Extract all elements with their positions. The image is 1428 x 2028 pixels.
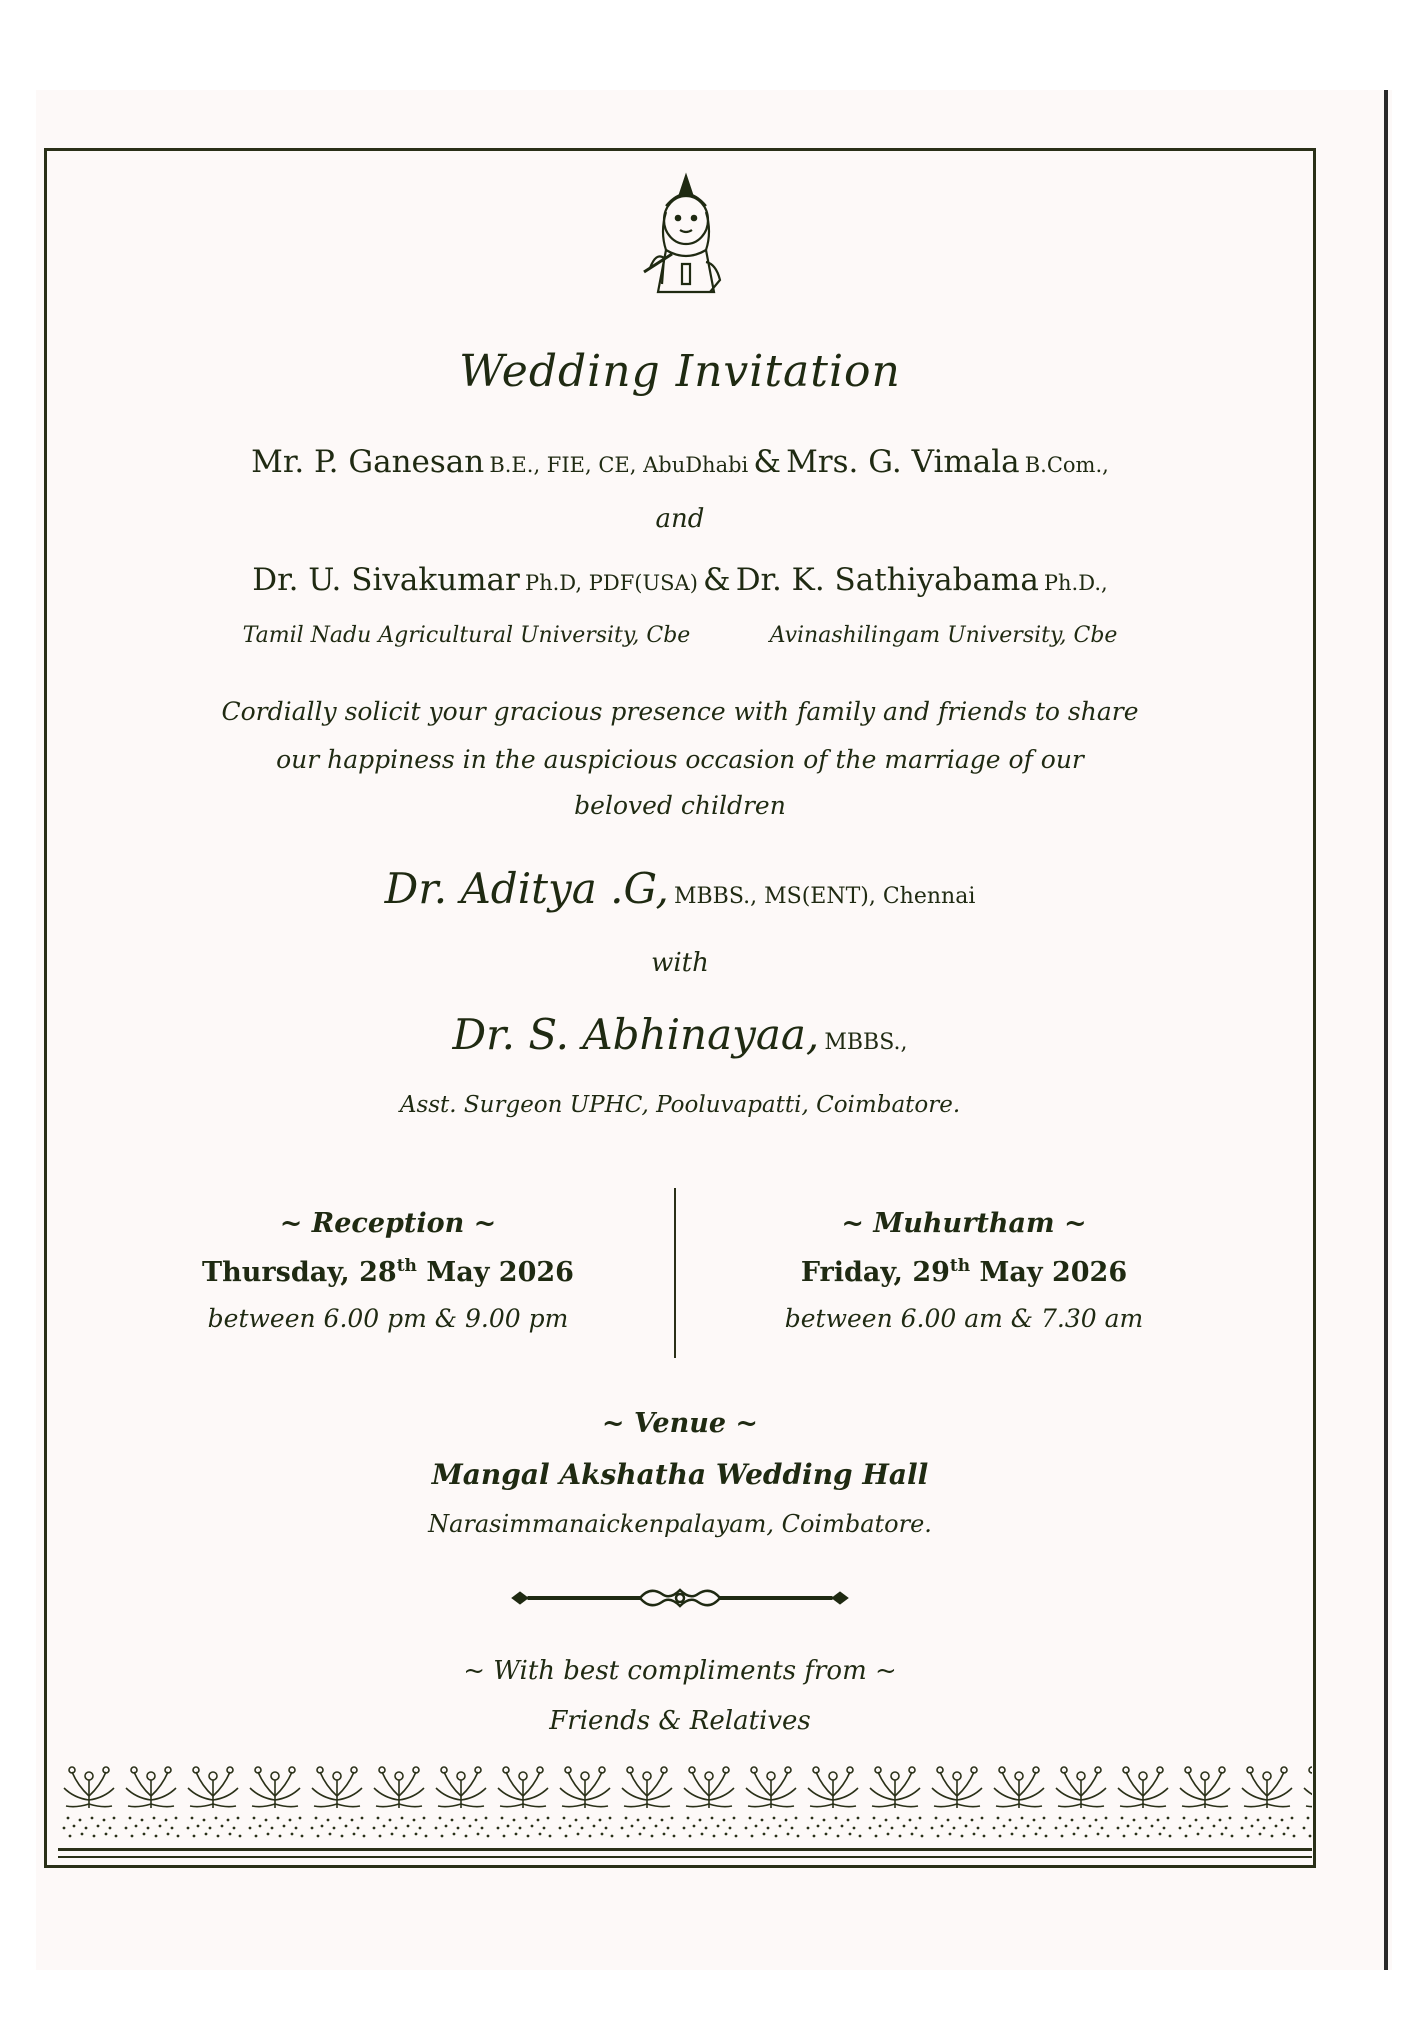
affiliation-mother: Avinashilingam University, Cbe <box>769 623 1118 648</box>
host2-father-quals: Ph.D, PDF(USA) <box>524 571 698 595</box>
invitation-title: Wedding Invitation <box>459 346 901 397</box>
invitation-line-1: Cordially solicit your gracious presence with family and friends to share <box>221 697 1139 726</box>
host2-father-name: Dr. U. Sivakumar <box>252 562 520 598</box>
groom-name: Dr. Aditya .G, <box>384 864 669 913</box>
reception-month: May 2026 <box>426 1257 574 1288</box>
reception-time: between 6.00 pm & 9.00 pm <box>207 1304 569 1333</box>
venue-heading: ~ Venue ~ <box>601 1408 759 1439</box>
event-divider <box>674 1188 676 1358</box>
host2-mother-quals: Ph.D., <box>1043 571 1108 595</box>
muhurtham-block <box>704 1208 1224 1352</box>
muhurtham-day: Friday, 29 <box>800 1257 950 1288</box>
and-text: and <box>655 504 705 534</box>
with-text: with <box>651 948 709 978</box>
venue-name: Mangal Akshatha Wedding Hall <box>431 1458 929 1491</box>
reception-block <box>128 1208 648 1352</box>
muhurtham-heading: ~ Muhurtham ~ <box>841 1208 1087 1239</box>
invitation-line-3: beloved children <box>574 791 786 820</box>
host1-mother-name: Mrs. G. Vimala <box>786 444 1020 480</box>
compliments-line: ~ With best compliments from ~ <box>463 1656 897 1686</box>
host1-ampersand: & <box>753 444 781 480</box>
host1-father-name: Mr. P. Ganesan <box>251 444 485 480</box>
host1-mother-quals: B.Com., <box>1024 453 1109 477</box>
venue-place: Narasimmanaickenpalayam, Coimbatore. <box>428 1510 932 1538</box>
krishna-illustration-icon <box>636 172 736 302</box>
muhurtham-date <box>704 1256 1224 1304</box>
host1-father-quals: B.E., FIE, CE, AbuDhabi <box>489 453 749 477</box>
muhurtham-day-suffix: th <box>949 1256 971 1276</box>
hosts-line-1 <box>44 444 1316 480</box>
bride-line <box>44 1010 1316 1059</box>
invitation-line-2: our happiness in the auspicious occasion of the marriage of our <box>276 745 1084 774</box>
reception-date <box>128 1256 648 1304</box>
affiliation-father: Tamil Nadu Agricultural University, Cbe <box>242 623 691 648</box>
ornamental-divider-icon <box>510 1580 850 1616</box>
hosts-line-2 <box>44 562 1316 598</box>
host2-ampersand: & <box>703 562 731 598</box>
groom-quals: MBBS., MS(ENT), Chennai <box>673 884 976 909</box>
bride-quals: MBBS., <box>824 1030 908 1055</box>
compliments-from: Friends & Relatives <box>549 1706 811 1736</box>
card-edge <box>1384 90 1388 1970</box>
muhurtham-month: May 2026 <box>979 1257 1128 1288</box>
groom-line <box>44 864 1316 913</box>
reception-day: Thursday, 28 <box>202 1257 397 1288</box>
muhurtham-time: between 6.00 am & 7.30 am <box>784 1304 1144 1333</box>
affiliations <box>44 623 1316 648</box>
bride-designation: Asst. Surgeon UPHC, Pooluvapatti, Coimbatore. <box>399 1092 961 1118</box>
bride-name: Dr. S. Abhinayaa, <box>452 1010 820 1059</box>
reception-day-suffix: th <box>396 1256 417 1276</box>
floral-border-icon <box>58 1756 1312 1864</box>
host2-mother-name: Dr. K. Sathiyabama <box>735 562 1039 598</box>
reception-heading: ~ Reception ~ <box>279 1208 497 1239</box>
